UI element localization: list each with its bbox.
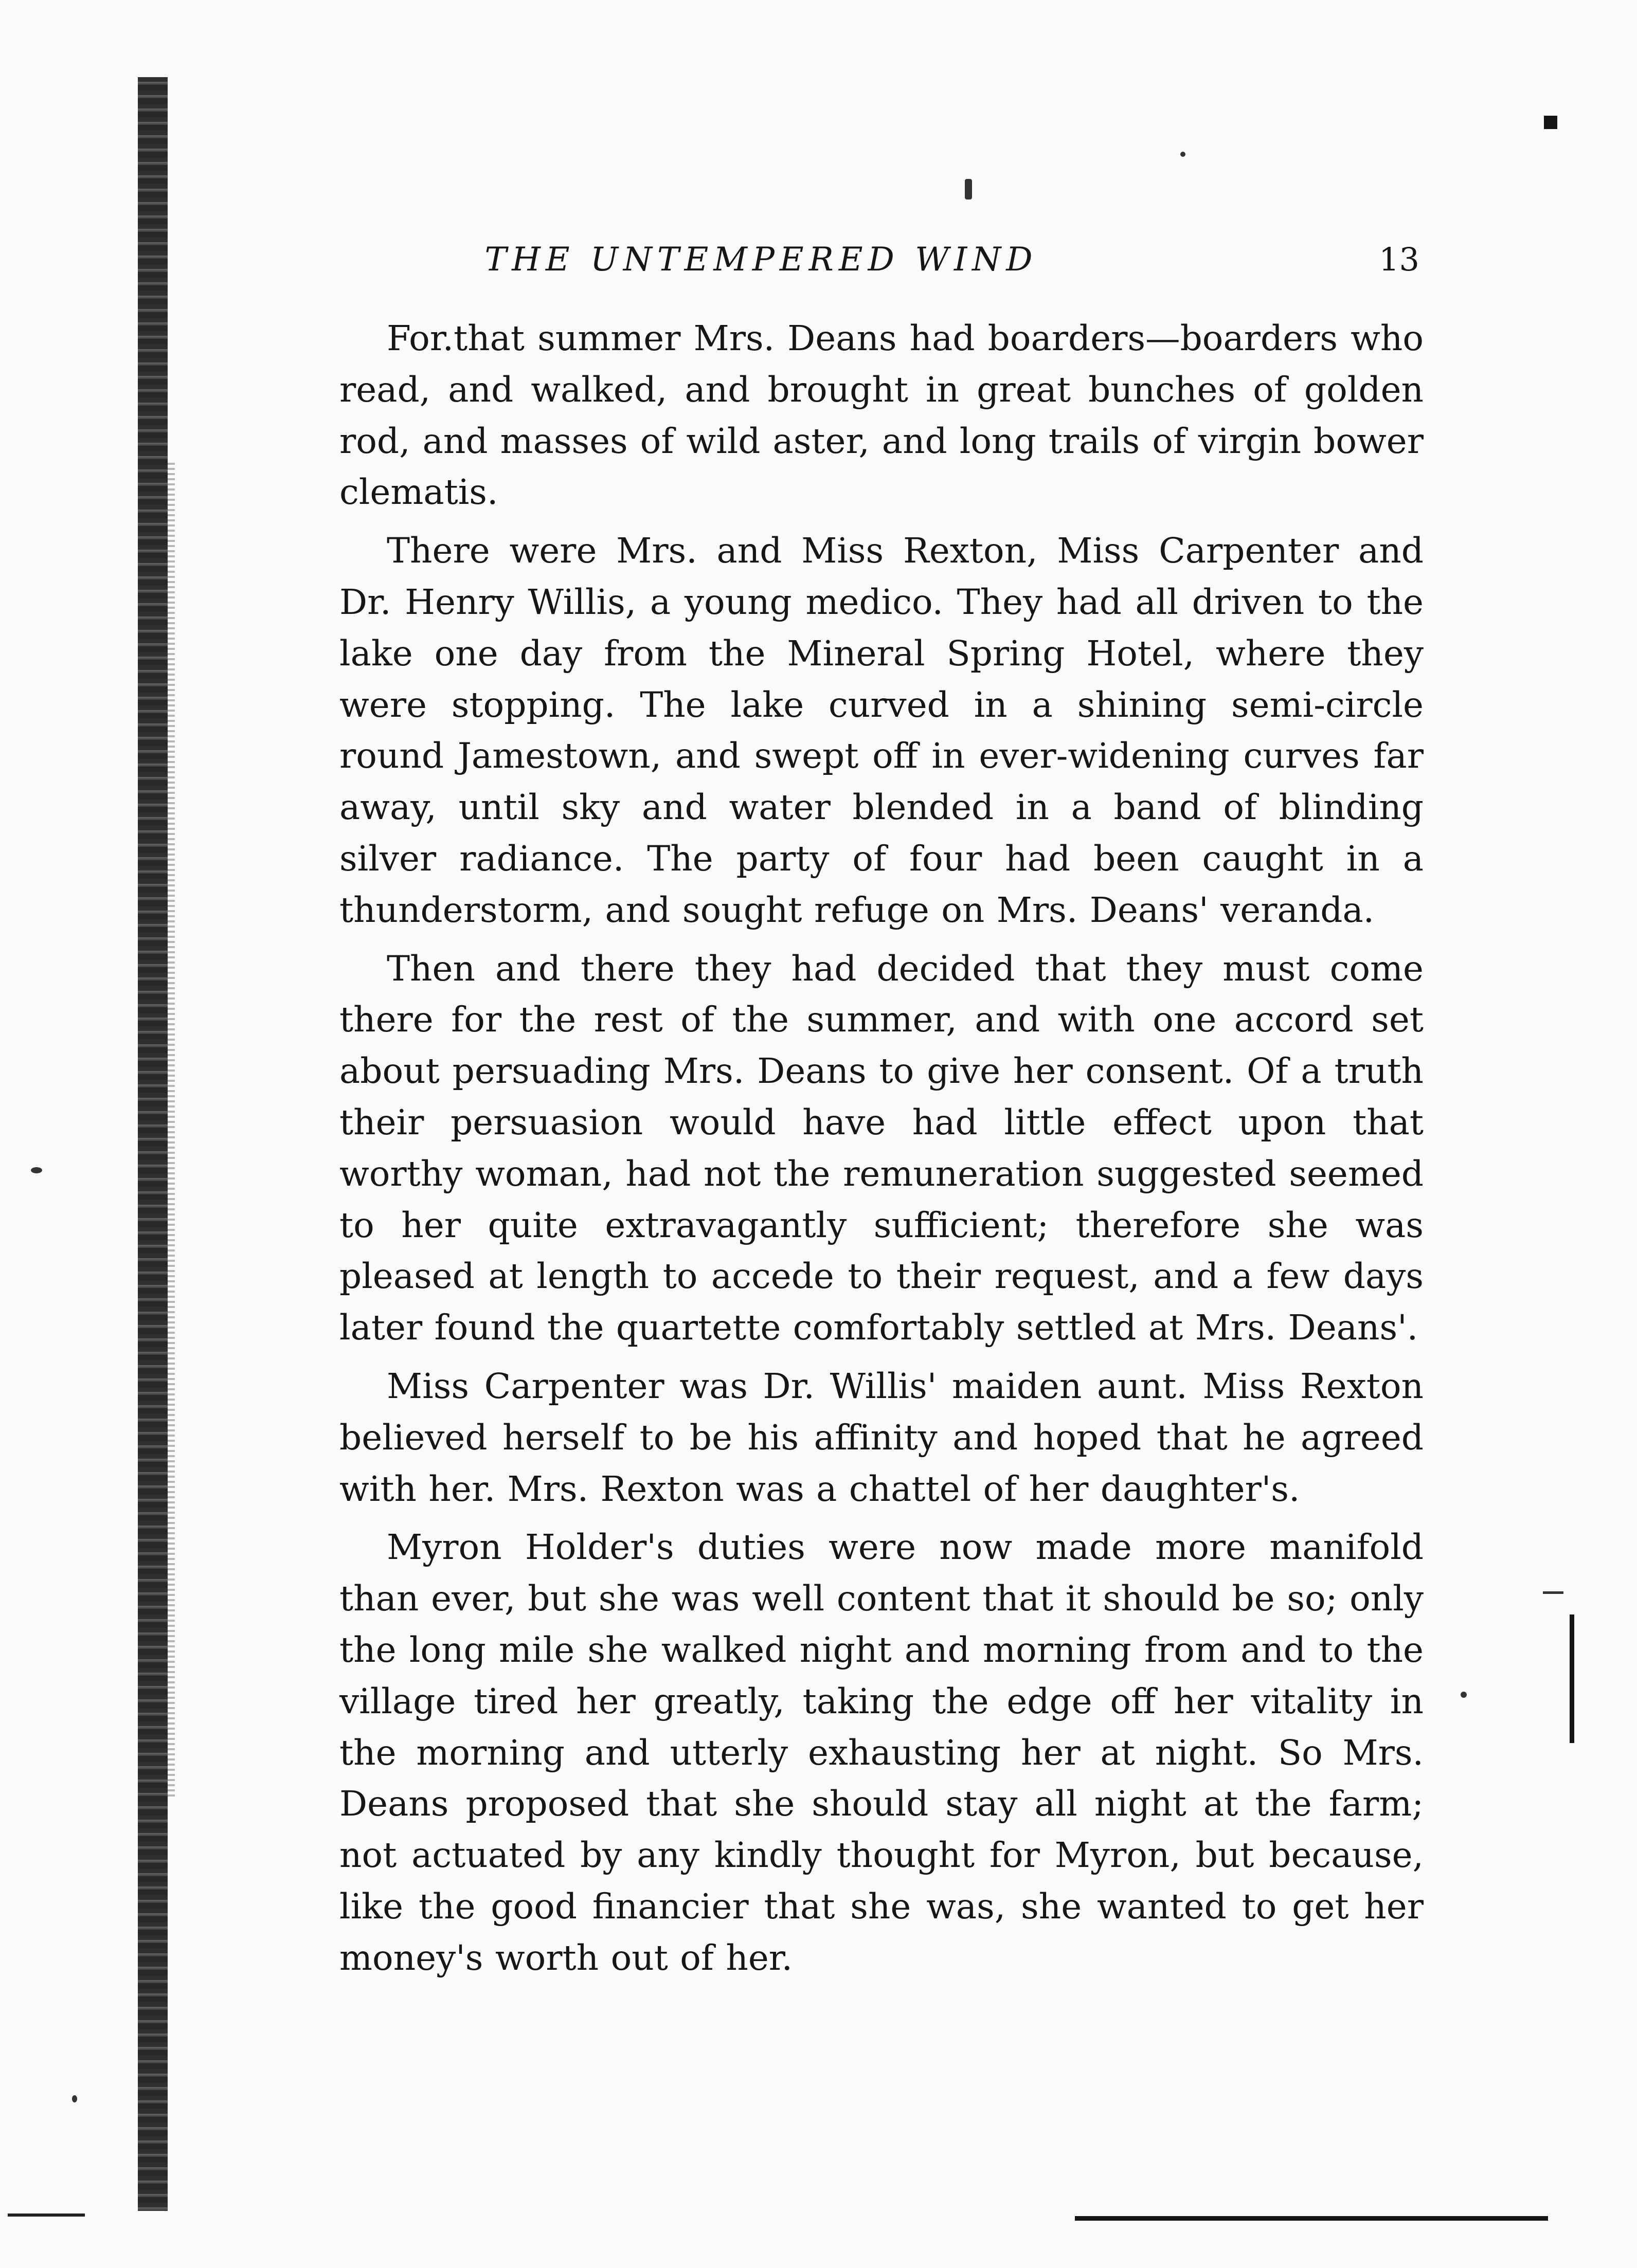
paragraph: Miss Carpenter was Dr. Willis' maiden aunt. Miss Rexton believed herself to be his affinity and hoped that he agreed with her. Mrs. Rexton was a chattel of her daughter's. [339, 1365, 1424, 1509]
scan-speck [72, 2095, 77, 2102]
scan-speck [965, 179, 972, 199]
scan-mark [1544, 116, 1557, 129]
binding-shadow-fringe [168, 463, 175, 1800]
scan-bottom-rule [1075, 2216, 1548, 2221]
paragraph: Then and there they had decided that they must come there for the rest of the summer, and with one accord set about persuading Mrs. Deans to give her consent. Of a truth their persuasion would have had little effect upon that worthy woman, had not the remuneration suggested seemed to her quite extravagantly sufficient; therefore she was pleased at length to accede to their request, and a few days later found the quartette comfortably settled at Mrs. Deans'. [339, 948, 1424, 1348]
scan-edge-bar [1570, 1614, 1574, 1743]
scan-speck [31, 1167, 42, 1173]
running-head [288, 241, 1419, 287]
scan-speck [1180, 152, 1185, 157]
body-text [339, 313, 1424, 1991]
running-title: THE UNTEMPERED WIND [484, 241, 1038, 279]
paragraph: For.that summer Mrs. Deans had boarders—boarders who read, and walked, and brought in great bunches of golden rod, and masses of wild aster, and long trails of virgin bower clematis. [339, 318, 1424, 513]
binding-shadow [138, 77, 168, 2211]
paragraph: There were Mrs. and Miss Rexton, Miss Carpenter and Dr. Henry Willis, a young medico. They had all driven to the lake one day from the Mineral Spring Hotel, where they were stopping. The lake curved in a shining semi-circle round Jamestown, and swept off in ever-widening curves far away, until sky and water blended in a band of blinding silver radiance. The party of four had been caught in a thunderstorm, and sought refuge on Mrs. Deans' veranda. [339, 530, 1424, 930]
scan-dash [1543, 1591, 1563, 1594]
scan-speck [1461, 1692, 1467, 1698]
page-number: 13 [1379, 241, 1419, 278]
paragraph: Myron Holder's duties were now made more manifold than ever, but she was well content that it should be so; only the long mile she walked night and morning from and to the village tired her greatly, taking the edge off her vitality in the morning and utterly exhausting her at night. So Mrs. Deans proposed that she should stay all night at the farm; not actuated by any kindly thought for Myron, but because, like the good financier that she was, she wanted to get her money's worth out of her. [339, 1527, 1424, 1978]
scan-bottom-left-rule [8, 2213, 85, 2217]
